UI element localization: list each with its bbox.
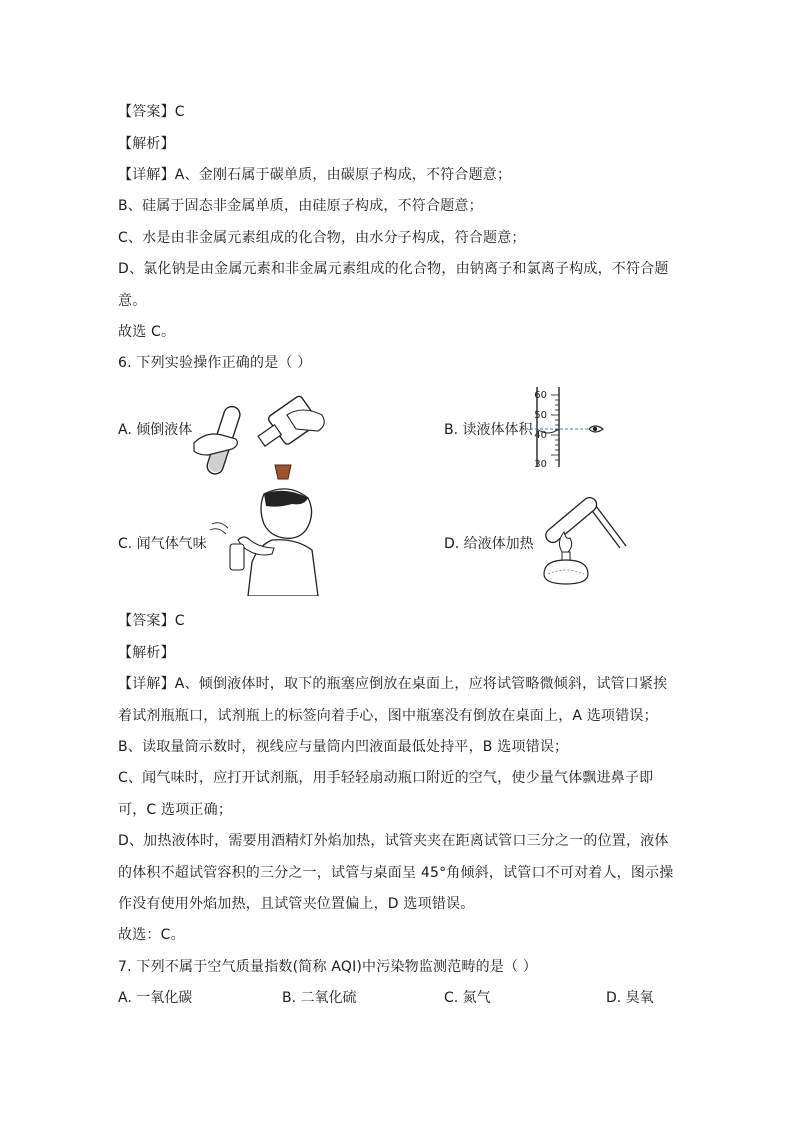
- q6-conclusion: 故选：C。: [118, 927, 185, 943]
- q5-detail-line-4: D、氯化钠是由金属元素和非金属元素组成的化合物，由钠离子和氯离子构成，不符合题: [118, 261, 669, 277]
- q6-option-a: A. 倾倒液体: [118, 422, 193, 438]
- q5-detail-line-3: C、水是由非金属元素组成的化合物，由水分子构成，符合题意；: [118, 230, 526, 246]
- tick-60: 60: [534, 390, 547, 401]
- q5-conclusion: 故选 C。: [118, 324, 176, 340]
- q6-detail-line-8: 作没有使用外焰加热，且试管夹位置偏上，D 选项错误。: [118, 896, 475, 912]
- q6-analysis-heading: 【解析】: [118, 645, 175, 661]
- q6-option-d: D. 给液体加热: [444, 536, 534, 552]
- q7-option-c: C. 氮气: [444, 990, 491, 1006]
- graduated-cylinder-figure: [525, 385, 615, 470]
- q7-stem: 7. 下列不属于空气质量指数(简称 AQI)中污染物监测范畴的是（ ）: [118, 959, 538, 975]
- q7-option-a: A. 一氧化碳: [118, 990, 193, 1006]
- q6-detail-line-3: B、读取量筒示数时，视线应与量筒内凹液面最低处持平，B 选项错误；: [118, 739, 569, 755]
- pouring-liquid-figure: [192, 385, 342, 485]
- smelling-gas-figure: [208, 484, 328, 596]
- tick-40: 40: [534, 430, 547, 441]
- q5-detail-line-1: 【详解】A、金刚石属于碳单质，由碳原子构成，不符合题意；: [118, 167, 512, 183]
- q7-option-d: D. 臭氧: [606, 990, 654, 1006]
- q6-detail-line-4: C、闻气味时，应打开试剂瓶，用手轻轻扇动瓶口附近的空气，使少量气体飘进鼻子即: [118, 770, 654, 786]
- tick-30: 30: [534, 459, 547, 470]
- q6-detail-line-7: 的体积不超试管容积的三分之一，试管与桌面呈 45°角倾斜，试管口不可对着人，图示操: [118, 865, 674, 881]
- q6-stem: 6. 下列实验操作正确的是（ ）: [118, 355, 312, 371]
- q6-detail-line-1: 【详解】A、倾倒液体时，取下的瓶塞应倒放在桌面上，应将试管略微倾斜，试管口紧挨: [118, 676, 668, 692]
- q5-detail-line-5: 意。: [118, 293, 147, 309]
- q6-option-b: B. 读液体体积: [444, 422, 533, 438]
- q5-detail-line-2: B、硅属于固态非金属单质，由硅原子构成，不符合题意；: [118, 198, 483, 214]
- q5-analysis-heading: 【解析】: [118, 136, 175, 152]
- q7-option-b: B. 二氧化硫: [282, 990, 357, 1006]
- q6-detail-line-5: 可，C 选项正确；: [118, 802, 233, 818]
- tick-50: 50: [534, 410, 547, 421]
- heating-liquid-figure: [528, 494, 628, 589]
- q6-detail-line-6: D、加热液体时，需要用酒精灯外焰加热，试管夹夹在距离试管口三分之一的位置，液体: [118, 833, 669, 849]
- q6-detail-line-2: 着试剂瓶瓶口，试剂瓶上的标签向着手心，图中瓶塞没有倒放在桌面上，A 选项错误；: [118, 708, 658, 724]
- q6-option-c: C. 闻气体气味: [118, 536, 207, 552]
- stopper-icon: [272, 463, 294, 481]
- q6-answer: 【答案】C: [118, 613, 185, 629]
- q5-answer: 【答案】C: [118, 104, 185, 120]
